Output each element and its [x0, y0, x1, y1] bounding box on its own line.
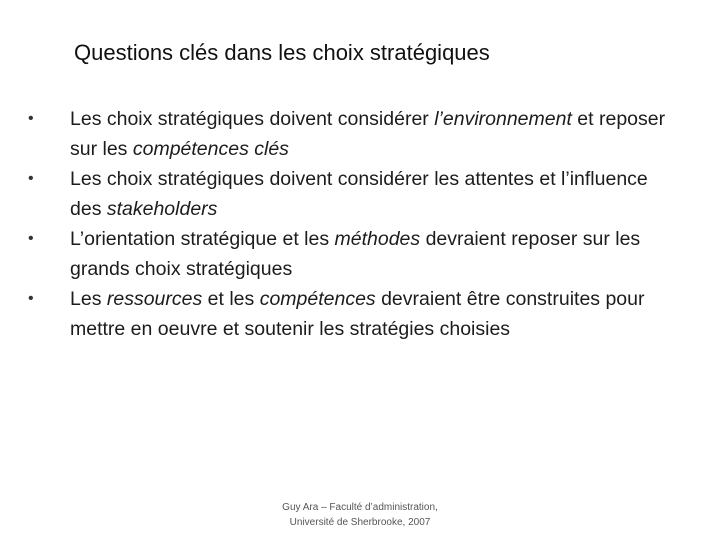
bullet-dot-icon: • [28, 290, 34, 307]
bullet-list [26, 104, 666, 344]
bullet-text: Les choix stratégiques doivent considérer les attentes et l’influence des [70, 168, 648, 220]
bullet-dot-icon: • [28, 110, 34, 127]
footer-line-author: Guy Ara – Faculté d’administration, [282, 502, 438, 513]
bullet-text: Les choix stratégiques doivent considérer [70, 108, 435, 130]
bullet-text: devraient reposer sur les grands choix stratégiques [70, 228, 641, 280]
bullet-text: devraient être construites pour mettre en oeuvre et soutenir les stratégies choisies [70, 288, 645, 340]
bullet-item-3 [26, 224, 666, 284]
bullet-dot-icon: • [28, 230, 34, 247]
slide-title: Questions clés dans les choix stratégiques [74, 40, 490, 65]
bullet-emphasis-text: compétences clés [132, 138, 289, 160]
bullet-emphasis-text: méthodes [334, 228, 421, 250]
bullet-item-2 [26, 164, 666, 224]
bullet-emphasis-text: stakeholders [106, 198, 218, 220]
bullet-emphasis-text: compétences [259, 288, 376, 310]
bullet-text: et reposer sur les [70, 108, 666, 160]
bullet-item-1 [26, 104, 666, 164]
bullet-text: L’orientation stratégique et les [70, 228, 335, 250]
bullet-item-4 [26, 284, 666, 344]
bullet-emphasis-text: l’environnement [434, 108, 572, 130]
footer-line-institution: Université de Sherbrooke, 2007 [289, 517, 431, 528]
bullet-text: Les [70, 288, 107, 310]
bullet-text: et les [202, 288, 260, 310]
bullet-emphasis-text: ressources [106, 288, 203, 310]
bullet-dot-icon: • [28, 170, 34, 187]
slide-footer [240, 500, 480, 530]
